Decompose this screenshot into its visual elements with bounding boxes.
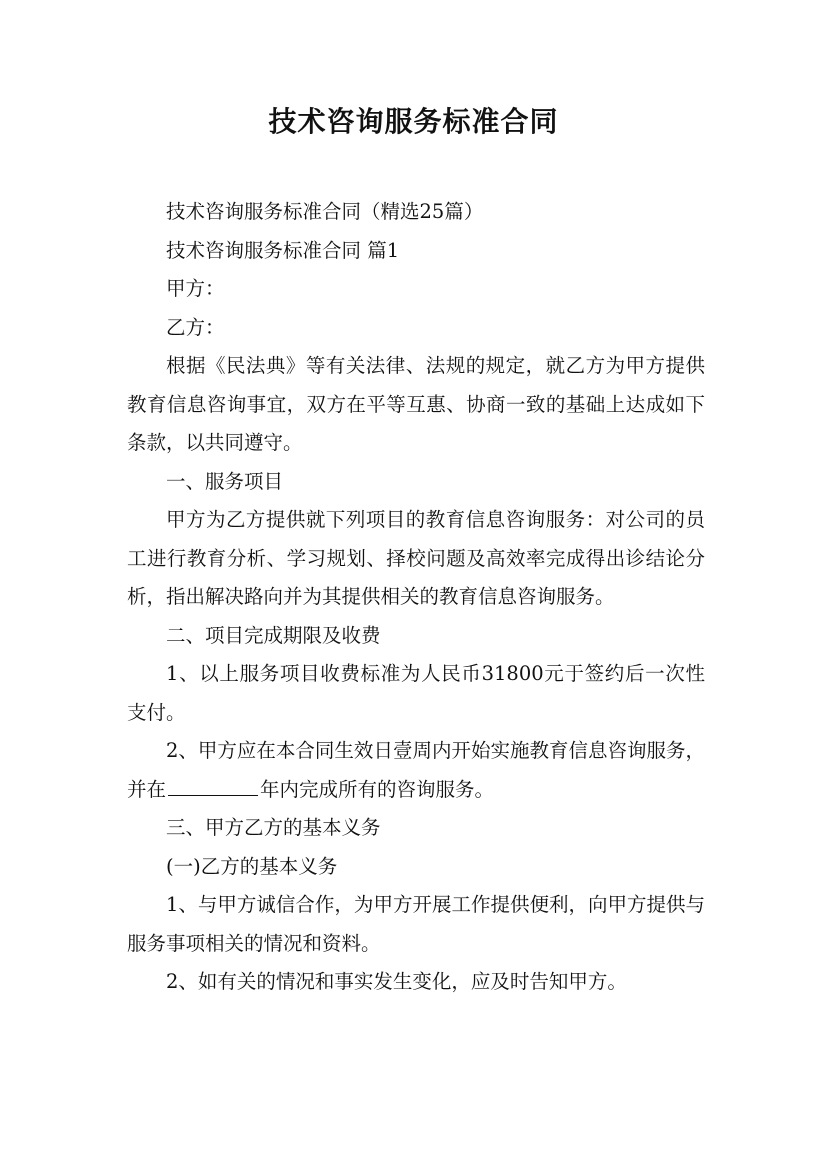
paragraph-party-b: 乙方： bbox=[166, 315, 225, 339]
paragraph-heading-service-items: 一、服务项目 bbox=[166, 469, 284, 493]
document-body bbox=[127, 193, 705, 1002]
fill-in-blank bbox=[168, 775, 258, 796]
term-clause-tail: 年内完成所有的咨询服务。 bbox=[260, 777, 495, 801]
paragraph-term-clause bbox=[127, 732, 705, 809]
paragraph-subtitle: 技术咨询服务标准合同（精选25篇） bbox=[166, 200, 484, 223]
paragraph-heading-term-fees: 二、项目完成期限及收费 bbox=[166, 623, 381, 647]
document-title: 技术咨询服务标准合同 bbox=[268, 105, 559, 138]
paragraph-obligation-1: 1、与甲方诚信合作，为甲方开展工作提供便利，向甲方提供与服务事项相关的情况和资料。 bbox=[127, 893, 705, 955]
paragraph-obligation-2: 2、如有关的情况和事实发生变化，应及时告知甲方。 bbox=[166, 970, 627, 993]
paragraph-preamble: 根据《民法典》等有关法律、法规的规定，就乙方为甲方提供教育信息咨询事宜，双方在平等互惠、协商一致的基础上达成如下条款，以共同遵守。 bbox=[127, 354, 705, 454]
paragraph-heading-obligations: 三、甲方乙方的基本义务 bbox=[166, 816, 381, 839]
term-clause-text: 2、甲方应在本合同生效日壹周内开始实施教育信息咨询服务，并在 bbox=[127, 739, 705, 801]
paragraph-fee-clause: 1、以上服务项目收费标准为人民币31800元于签约后一次性支付。 bbox=[127, 662, 705, 724]
paragraph-service-description: 甲方为乙方提供就下列项目的教育信息咨询服务：对公司的员工进行教育分析、学习规划、择校问题及高效率完成得出诊结论分析，指出解决路向并为其提供相关的教育信息咨询服务。 bbox=[127, 508, 705, 608]
paragraph-subheading-party-b-obligations: (一)乙方的基本义务 bbox=[166, 854, 338, 878]
paragraph-party-a: 甲方： bbox=[166, 277, 225, 300]
paragraph-section-heading: 技术咨询服务标准合同 篇1 bbox=[166, 238, 400, 262]
